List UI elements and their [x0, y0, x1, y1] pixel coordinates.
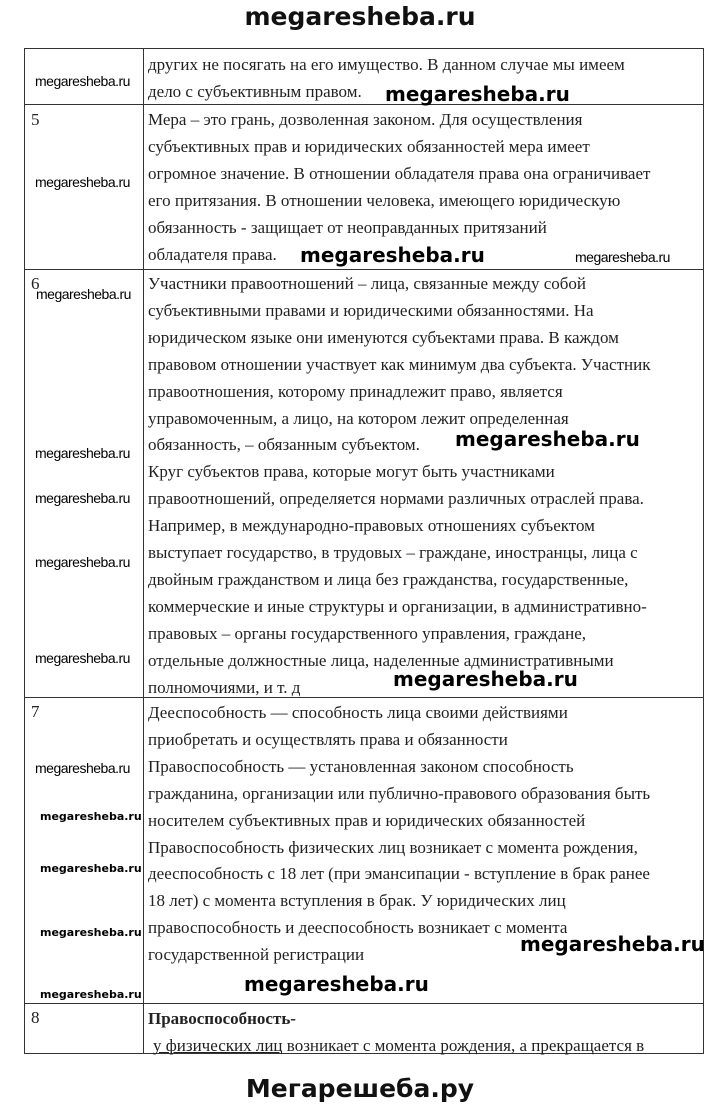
text-line: коммерческие и иные структуры и организации, в административно-	[148, 596, 647, 616]
text-line: Участники правоотношений – лица, связанные между собой	[148, 274, 586, 293]
watermark: megaresheba.ru	[385, 82, 570, 106]
watermark: megaresheba.ru	[35, 490, 130, 506]
site-header: megaresheba.ru	[244, 2, 476, 31]
text-line: Мера – это грань, дозволенная законом. Для осуществления	[148, 110, 583, 129]
text-line: двойным гражданством и лица без гражданства, государственные,	[148, 569, 629, 589]
text-line: Правоспособность — установленная законом способность	[148, 756, 574, 776]
text-line: Например, в международно-правовых отношениях субъектом	[148, 516, 595, 536]
text-line: правоотношений, определяется нормами различных отраслей права.	[148, 489, 644, 509]
text-line: Круг субъектов права, которые могут быть участниками	[148, 462, 555, 482]
watermark: megaresheba.ru	[455, 427, 640, 451]
text-line: полномочиями, и т. д	[148, 677, 301, 697]
text-line: его притязания. В отношении человека, имеющего юридическую	[148, 190, 621, 210]
watermark: megaresheba.ru	[35, 73, 130, 89]
text-line: огромное значение. В отношении обладателя права она ограничивает	[148, 163, 651, 183]
row-8-title: Правоспособность-	[148, 1009, 296, 1028]
watermark: megaresheba.ru	[40, 862, 142, 875]
text-line: юридическом языке они именуются субъектами права. В каждом	[148, 327, 619, 347]
text-line: Правоспособность физических лиц возникает с момента рождения,	[148, 837, 638, 857]
text-line: 18 лет) с момента вступления в брак. У юридических лиц	[148, 891, 566, 911]
watermark: megaresheba.ru	[520, 932, 705, 956]
text-line: других не посягать на его имущество. В данном случае мы имеем	[148, 55, 625, 74]
text-line: носителем субъективных прав и юридических обязанностей	[148, 810, 586, 830]
row-number: 8	[31, 1008, 40, 1027]
text-line: обладателя права.	[148, 244, 277, 264]
site-footer: Мегарешеба.ру	[245, 1074, 475, 1103]
text-line: приобретать и осуществлять права и обязанности	[148, 729, 508, 749]
watermark: megaresheba.ru	[36, 286, 131, 302]
text-line: правовом отношении участвует как минимум два субъекта. Участник	[148, 354, 651, 374]
text-line: правоспособность и дееспособность возникает с момента	[148, 918, 568, 938]
watermark: megaresheba.ru	[244, 972, 429, 996]
text-line: правовых – органы государственного управления, граждане,	[148, 623, 586, 643]
text-line: обязанность - защищает от неоправданных притязаний	[148, 217, 547, 237]
watermark: megaresheba.ru	[40, 988, 142, 1001]
text-line: государственной регистрации	[148, 945, 365, 965]
watermark: megaresheba.ru	[35, 650, 130, 666]
row-number: 6	[31, 274, 40, 293]
watermark: megaresheba.ru	[35, 554, 130, 570]
text-line: дееспособность с 18 лет (при эмансипации - вступление в брак ранее	[148, 864, 650, 884]
text-line: управомоченным, а лицо, на котором лежит определенная	[148, 408, 569, 428]
text-line: гражданина, организации или публично-правового образования быть	[148, 783, 651, 803]
watermark: megaresheba.ru	[300, 243, 485, 267]
row-number: 5	[31, 110, 40, 129]
text-line: обязанность, – обязанным субъектом.	[148, 435, 420, 455]
watermark: megaresheba.ru	[40, 926, 142, 939]
row-number: 7	[31, 702, 40, 721]
row-8-rest: возникает с момента рождения, а прекращается в	[282, 1035, 645, 1055]
text-line: субъективными правами и юридическими обязанностями. На	[148, 300, 594, 320]
watermark: megaresheba.ru	[35, 174, 130, 190]
text-line: выступает государство, в трудовых – граждане, иностранцы, лица с	[148, 543, 638, 563]
watermark: megaresheba.ru	[40, 810, 142, 823]
text-line: отдельные должностные лица, наделенные административными	[148, 650, 614, 670]
text-line: субъективных прав и юридических обязанностей мера имеет	[148, 136, 590, 156]
watermark: megaresheba.ru	[35, 445, 130, 461]
underlined-term: у физических лиц	[153, 1035, 283, 1055]
watermark: megaresheba.ru	[393, 667, 578, 691]
row-8-text	[148, 1006, 703, 1060]
watermark: megaresheba.ru	[35, 760, 130, 776]
text-line: дело с субъективным правом.	[148, 81, 362, 101]
row-text	[148, 271, 703, 702]
row-text	[148, 700, 703, 969]
row-divider	[24, 1003, 704, 1004]
watermark: megaresheba.ru	[575, 249, 670, 265]
row-divider	[24, 269, 704, 270]
text-line: Дееспособность — способность лица своими действиями	[148, 703, 568, 722]
text-line: правоотношения, которому принадлежит право, является	[148, 381, 563, 401]
column-divider	[143, 48, 144, 1054]
row-8-line	[148, 1033, 703, 1060]
